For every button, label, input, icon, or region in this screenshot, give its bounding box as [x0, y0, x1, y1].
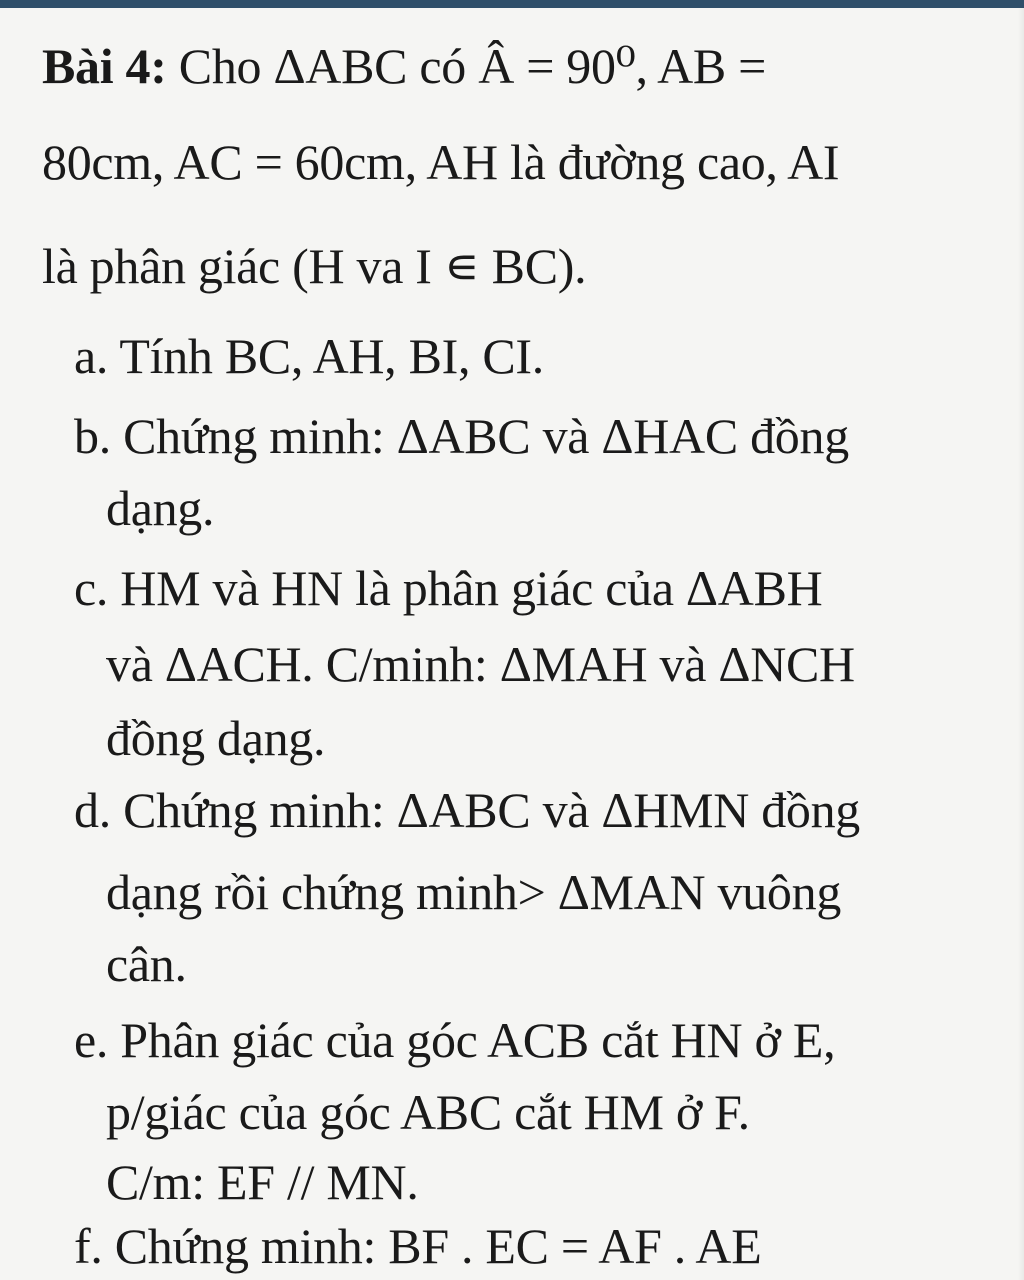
- item-d-line-1: d. Chứng minh: ΔABC và ΔHMN đồng: [74, 782, 861, 838]
- item-e-line-3: C/m: EF // MN.: [106, 1154, 419, 1210]
- document-page: [0, 8, 1024, 1280]
- item-b-line-2: dạng.: [106, 480, 215, 536]
- problem-intro-text-1: Cho ΔABC có Â = 90⁰, AB =: [178, 38, 767, 94]
- item-c-line-2: và ΔACH. C/minh: ΔMAH và ΔNCH: [106, 636, 855, 692]
- top-strip: [0, 0, 1024, 8]
- item-c-line-3: đồng dạng.: [106, 710, 326, 766]
- problem-intro-line-1: [42, 36, 766, 96]
- problem-intro-line-2: 80cm, AC = 60cm, AH là đường cao, AI: [42, 134, 840, 190]
- problem-intro-line-3: là phân giác (H va I ∊ BC).: [42, 238, 587, 294]
- item-f: f. Chứng minh: BF . EC = AF . AE: [74, 1218, 762, 1274]
- item-c-line-1: c. HM và HN là phân giác của ΔABH: [74, 560, 823, 616]
- problem-heading: Bài 4:: [42, 38, 167, 94]
- item-a: a. Tính BC, AH, BI, CI.: [74, 328, 544, 384]
- scan-edge-shadow: [1018, 8, 1024, 1280]
- item-e-line-1: e. Phân giác của góc ACB cắt HN ở E,: [74, 1012, 836, 1068]
- item-b-line-1: b. Chứng minh: ΔABC và ΔHAC đồng: [74, 408, 849, 464]
- item-e-line-2: p/giác của góc ABC cắt HM ở F.: [106, 1084, 750, 1140]
- item-d-line-2: dạng rồi chứng minh> ΔMAN vuông: [106, 864, 842, 920]
- item-d-line-3: cân.: [106, 936, 187, 992]
